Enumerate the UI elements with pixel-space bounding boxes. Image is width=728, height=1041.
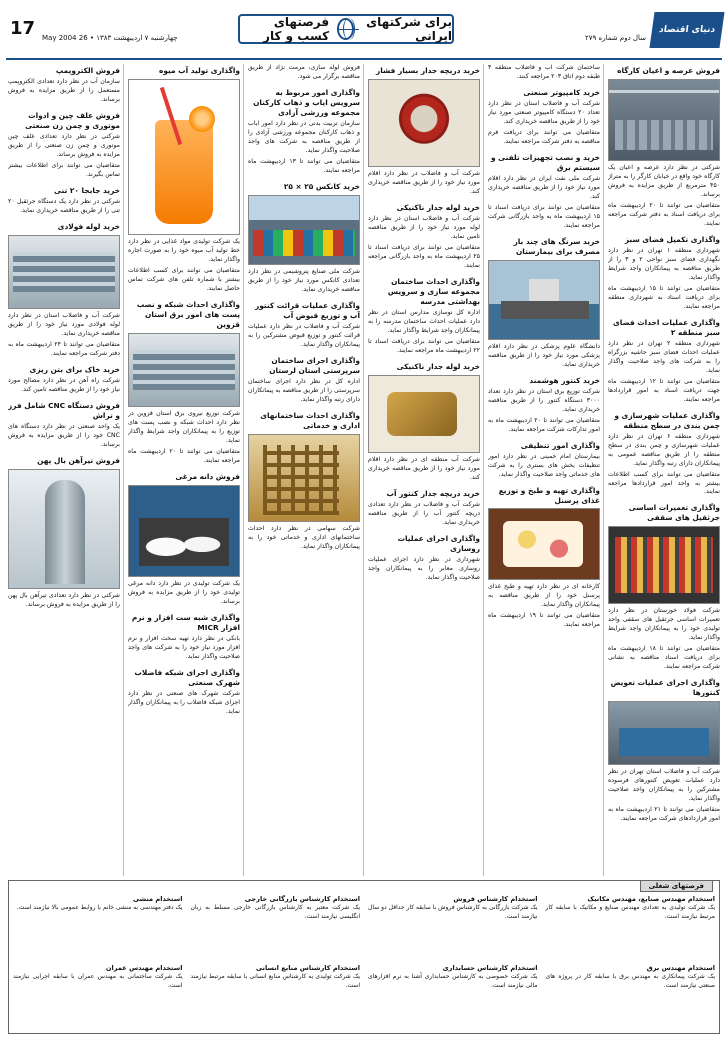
- article-headline: فروش دانه مرغی: [175, 471, 240, 481]
- article-headline: واگذاری احداث شبکه و نصب پست های امور برق استان قزوین: [136, 299, 240, 329]
- article: [488, 64, 600, 82]
- article-paragraph: شهرداری منطقه ۶ تهران در نظر دارد عملیات شهرسازی و چمن بندی در سطح منطقه را از طریق مناقصه عمومی به پیمانکاران دارای رتبه واگذار نماید.: [608, 432, 720, 467]
- article: [8, 186, 120, 216]
- job-ad-text: یک شرکت خصوصی به کارشناس حسابداری آشنا به نرم افزارهای مالی نیازمند است.: [368, 973, 538, 989]
- article-paragraph: شرکت فولاد خوزستان در نظر دارد تعمیرات اساسی جرثقیل های سقفی واحد تولیدی خود را به پیمانکاران واجد شرایط واگذار نماید.: [608, 607, 720, 642]
- article: [8, 401, 120, 450]
- article-paragraph: دانشگاه علوم پزشکی در نظر دارد اقلام پزشکی مورد نیاز خود را از طریق مناقصه خریداری نماید.: [488, 342, 600, 368]
- job-ad: [13, 895, 183, 960]
- newspaper-logo: دنیای اقتصاد: [649, 12, 724, 48]
- article: [488, 237, 600, 370]
- column-divider: [603, 64, 604, 876]
- article-headline: فروش دستگاه CNC شامل فرز و تراش: [8, 400, 120, 420]
- article-paragraph: شرکت توزیع نیروی برق استان قزوین در نظر دارد احداث شبکه و نصب پست های توزیع را به پیمانکاران واجد شرایط واگذار نماید.: [128, 409, 240, 444]
- column-2: [488, 64, 600, 876]
- article-headline: واگذاری احداث ساختمانهای اداری و خدماتی: [260, 410, 360, 430]
- article-paragraph: فروش لوله سازی، مرمت نژاد از طریق مناقصه برگزار می شود.: [248, 64, 360, 80]
- job-ad-text: یک شرکت تولیدی به تعدادی مهندس صنایع و مکانیک با سابقه کار مرتبط نیازمند است.: [545, 904, 715, 920]
- job-ad-title: استخدام منشی: [132, 895, 183, 903]
- job-ad-title: استخدام مهندس برق: [646, 964, 715, 972]
- article-headline: خرید دریچه جدار بسیار فشار: [375, 66, 480, 75]
- article: [608, 318, 720, 405]
- column-1: [608, 64, 720, 876]
- article-paragraph: متقاضیان می توانند تا ۱۹ اردیبهشت ماه مراجعه نمایند.: [488, 612, 600, 629]
- article-paragraph: شهرداری منطقه ۱ تهران در نظر دارد نگهداری فضای سبز نواحی ۲ و ۳ را از طریق مناقصه به پیمانکاران واجد شرایط واگذار نماید.: [608, 246, 720, 281]
- column-divider: [243, 64, 244, 876]
- article: [488, 88, 600, 147]
- article-headline: واگذاری تهیه و طبخ و توزیع غذای پرسنل: [498, 485, 600, 505]
- article-photo: [608, 701, 720, 765]
- article-headline: واگذاری عملیات احداث فضای سبز منطقه ۲: [613, 317, 720, 337]
- job-ad-text: یک شرکت بازرگانی به کارشناس فروش با سابقه کار حداقل دو سال نیازمند است.: [368, 904, 538, 920]
- article: [8, 66, 120, 105]
- article-paragraph: متقاضیان می توانند تا ۱۳ اردیبهشت ماه مراجعه نمایند.: [248, 157, 360, 174]
- article-photo: [368, 79, 480, 167]
- article: [128, 300, 240, 466]
- article-paragraph: متقاضیان می توانند تا ۲۰ اردیبهشت ماه مراجعه نمایند.: [128, 447, 240, 464]
- column-divider: [123, 64, 124, 876]
- article-paragraph: سازمان تربیت بدنی در نظر دارد امور ایاب و ذهاب کارکنان مجموعه ورزشی آزادی را از طریق مناقصه به شرکت های واجد صلاحیت واگذار نماید.: [248, 119, 360, 154]
- article: [248, 301, 360, 350]
- article: [608, 66, 720, 229]
- globe-icon: [337, 18, 354, 40]
- article: [248, 411, 360, 552]
- article-photo: [248, 434, 360, 522]
- section-title: [238, 14, 454, 44]
- article-paragraph: بانکی در نظر دارد تهیه سخت افزار و نرم افزار مورد نیاز خود را به شرکت های واجد صلاحیت واگذار نماید.: [128, 634, 240, 660]
- article-paragraph: شرکت آب و فاضلاب در نظر دارد اقلام مورد نیاز خود را از طریق مناقصه خریداری کند.: [368, 169, 480, 195]
- article: [8, 365, 120, 395]
- job-ad: [368, 964, 538, 1029]
- article-paragraph: متقاضیان می توانند تا ۲۱ اردیبهشت ماه به امور قراردادهای شرکت مراجعه نمایند.: [608, 806, 720, 823]
- article-paragraph: شرکتی در نظر دارد عرصه و اعیان یک کارگاه خود واقع در خیابان کارگر را به متراژ ۴۵۰ مترمربع از طریق مزایده به فروش برساند.: [608, 163, 720, 198]
- article: [368, 203, 480, 271]
- orange-shape: [189, 106, 215, 132]
- article-paragraph: شرکت آب و فاضلاب استان تهران در نظر دارد عملیات تعویض کنتورهای فرسوده مشترکین را به پیمانکاران واجد صلاحیت واگذار نماید.: [608, 768, 720, 803]
- job-ad-text: یک دفتر مهندسی به منشی خانم با روابط عمومی بالا نیازمند است.: [16, 904, 183, 912]
- article-paragraph: شرکت توزیع برق استان در نظر دارد تعداد ۳۰۰۰ دستگاه کنتور را از طریق مناقصه خریداری نماید.: [488, 387, 600, 413]
- article-paragraph: یک واحد صنعتی در نظر دارد دستگاه های CNC خود را از طریق مزایده به فروش برساند.: [8, 422, 120, 448]
- article: [128, 668, 240, 717]
- section-title-main: فرصتهای کسب و کار: [263, 15, 330, 43]
- article-photo: [368, 375, 480, 453]
- job-ad: [191, 895, 361, 960]
- article-photo: [608, 79, 720, 161]
- article-photo: [248, 195, 360, 265]
- article-paragraph: اداره کل نوسازی مدارس استان در نظر دارد عملیات احداث ساختمان مدرسه را به پیمانکاران واجد شرایط واگذار نماید.: [368, 308, 480, 334]
- article-paragraph: متقاضیان می توانند تا ۱۵ اردیبهشت ماه برای دریافت اسناد به شهرداری منطقه مراجعه نمایند.: [608, 284, 720, 310]
- article-headline: خرید لوله جدار ناکنیکی: [396, 361, 480, 371]
- article-paragraph: متقاضیان می توانند برای دریافت فرم مناقصه به دفتر شرکت مراجعه نمایند.: [488, 128, 600, 145]
- section-title-sub: برای شرکتهای ایرانی: [366, 15, 452, 43]
- article: [488, 153, 600, 231]
- article: [488, 376, 600, 435]
- article-paragraph: شرکت آب و فاضلاب استان در نظر دارد لوله مورد نیاز خود را از طریق مناقصه تامین نماید.: [368, 214, 480, 240]
- article-headline: فروش تیرآهن بال پهن: [37, 455, 120, 465]
- article-paragraph: یک شرکت تولیدی مواد غذایی در نظر دارد خط تولید آب میوه خود را به صورت اجاره واگذار نماید.: [128, 237, 240, 263]
- article: [608, 503, 720, 672]
- article: [368, 534, 480, 583]
- article-headline: واگذاری تکمیل فضای سبز: [624, 234, 720, 244]
- job-ad-title: استخدام کارشناس منابع انسانی: [255, 964, 360, 972]
- article-headline: واگذاری اجرای عملیات روسازی: [397, 533, 480, 553]
- page-number: 17: [10, 18, 36, 39]
- article-headline: فروش عرصه و اعیان کارگاه: [617, 66, 720, 75]
- article-headline: خرید لوله جدار ناکنیکی: [396, 202, 480, 212]
- article-paragraph: شرکت راه آهن در نظر دارد مصالح مورد نیاز خود را از طریق مناقصه تامین کند.: [8, 376, 120, 393]
- article: [488, 441, 600, 480]
- article: [608, 411, 720, 498]
- article-photo: [488, 260, 600, 340]
- article-headline: فروش الکتروپمپ: [55, 66, 120, 75]
- article-headline: خرید کامپیوتر صنعتی: [523, 87, 600, 97]
- article-paragraph: شرکت آب و فاضلاب در نظر دارد تعدادی دریچه کنتور آب را از طریق مناقصه خریداری نماید.: [368, 500, 480, 526]
- column-divider: [483, 64, 484, 876]
- article-photo: [128, 485, 240, 577]
- article: [248, 356, 360, 405]
- article-headline: خرید لوله فولادی: [57, 221, 120, 231]
- job-ad: [191, 964, 361, 1029]
- column-divider: [363, 64, 364, 876]
- article-headline: واگذاری تعمیرات اساسی جرثقیل های سقفی: [628, 503, 720, 523]
- article-paragraph: شرکتی در نظر دارد تعدادی تیرآهن بال پهن را از طریق مزایده به فروش برساند.: [8, 591, 120, 608]
- article-paragraph: شرکت سهامی در نظر دارد احداث ساختمانهای اداری و خدماتی خود را به پیمانکاران واگذار نماید.: [248, 524, 360, 550]
- article-headline: واگذاری تولید آب میوه: [159, 66, 240, 75]
- article-paragraph: شرکت ملی صنایع پتروشیمی در نظر دارد تعدادی کانکس مورد نیاز خود را از طریق مناقصه خریداری نماید.: [248, 267, 360, 293]
- job-ad-title: استخدام کارشناس حسابداری: [442, 964, 538, 972]
- article-paragraph: شرکت آب و فاضلاب استان در نظر دارد تعداد ۲۰ دستگاه کامپیوتر صنعتی مورد نیاز خود را از طریق مناقصه خریداری کند.: [488, 99, 600, 125]
- job-ad-title: استخدام کارشناس بازرگانی خارجی: [244, 895, 360, 903]
- job-ad-title: استخدام کارشناس فروش: [453, 895, 538, 903]
- column-3: [368, 64, 480, 876]
- article-paragraph: شرکت آب و فاضلاب در نظر دارد عملیات قرائت کنتور و توزیع قبوض مشترکین را به پیمانکاران واگذار نماید.: [248, 322, 360, 348]
- article-paragraph: متقاضیان می توانند برای دریافت اسناد تا ۲۲ اردیبهشت ماه مراجعه نمایند.: [368, 337, 480, 354]
- article-paragraph: شرکتی در نظر دارد تعدادی علف چین موتوری و چمن زن صنعتی را از طریق مزایده به فروش برساند.: [8, 132, 120, 158]
- job-ad: [368, 895, 538, 960]
- header-rule: [6, 58, 722, 60]
- article-paragraph: شهرداری منطقه ۲ تهران در نظر دارد عملیات احداث فضای سبز حاشیه بزرگراه را به شرکت های واجد صلاحیت واگذار نماید.: [608, 339, 720, 374]
- article-photo: [488, 508, 600, 580]
- article: [128, 472, 240, 607]
- article-paragraph: متقاضیان می توانند تا ۲۰ اردیبهشت ماه برای دریافت اسناد به دفتر شرکت مراجعه نمایند.: [608, 201, 720, 227]
- article-headline: فروش علف چین و ادوات موتوری و چمن زن صنعتی: [25, 110, 120, 130]
- article-paragraph: اداره کل در نظر دارد اجرای ساختمان سرپرستی را از طریق مناقصه به پیمانکاران دارای رتبه واگذار نماید.: [248, 377, 360, 403]
- job-ad: [13, 964, 183, 1029]
- article-paragraph: شرکتی در نظر دارد یک دستگاه جرثقیل ۲۰ تنی را از طریق مناقصه خریداری نماید.: [8, 197, 120, 214]
- article: [368, 362, 480, 483]
- article: [608, 678, 720, 824]
- article-headline: واگذاری احداث ساختمان مجموعه سازی و سرویس بهداشتی مدرسه: [387, 276, 480, 306]
- article-headline: واگذاری اجرای عملیات تعویض کنتورها: [610, 678, 720, 698]
- article-paragraph: ساختمان شرکت آب و فاضلاب منطقه ۴ طبقه دوم اتاق ۲۰۳ مراجعه کنند.: [488, 64, 600, 80]
- article: [248, 182, 360, 295]
- job-ad-title: استخدام مهندس عمران: [105, 964, 183, 972]
- article: [368, 66, 480, 197]
- article-headline: واگذاری شبه ست افزار و نرم افزار MICR: [131, 612, 240, 632]
- article: [128, 613, 240, 662]
- article-headline: خرید جابجا ۲۰ تنی: [54, 185, 120, 195]
- article-paragraph: متقاضیان می توانند برای دریافت اسناد تا ۱۵ اردیبهشت ماه به واحد بازرگانی شرکت مراجعه نمایند.: [488, 203, 600, 229]
- article-headline: خرید خاک برای بتن ریزی: [29, 364, 120, 374]
- article-headline: خرید کانکس ۲۵ × ۲۵: [283, 181, 360, 191]
- article: [368, 489, 480, 528]
- issue-line: سال دوم شماره ۲۷۹: [585, 34, 646, 42]
- article: [248, 64, 360, 82]
- job-ad-text: یک شرکت پیمانکاری به مهندس برق با سابقه کار در پروژه های صنعتی نیازمند است.: [545, 973, 715, 989]
- glass-shape: [155, 120, 213, 224]
- article-paragraph: بیمارستان امام خمینی در نظر دارد امور تنظیفات بخش های بستری را به شرکت های خدماتی واجد صلاحیت واگذار نماید.: [488, 452, 600, 478]
- job-ad-title: استخدام مهندس صنایع، مهندس مکانیک: [587, 895, 715, 903]
- article-paragraph: کارخانه ای در نظر دارد تهیه و طبخ غذای پرسنل خود را از طریق مناقصه به پیمانکاران واگذار نماید.: [488, 583, 600, 609]
- article-headline: واگذاری عملیات شهرسازی و چمن بندی در سطح منطقه: [614, 410, 720, 430]
- article-photo: [128, 333, 240, 407]
- article-paragraph: شرکت ملی نفت ایران در نظر دارد اقلام مورد نیاز خود را از طریق مناقصه خریداری کند.: [488, 174, 600, 200]
- job-ad-text: یک شرکت تولیدی به کارشناس منابع انسانی با سابقه مرتبط نیازمند است.: [190, 973, 360, 989]
- article-headline: واگذاری امور تنظیفی: [520, 440, 600, 450]
- article-paragraph: متقاضیان می توانند تا ۲۴ اردیبهشت ماه به دفتر شرکت مراجعه نمایند.: [8, 340, 120, 357]
- article-headline: واگذاری اجرای ساختمان سرپرستی استان لرستان: [269, 355, 360, 375]
- article-paragraph: سازمان آب در نظر دارد تعدادی الکتروپمپ مستعمل را از طریق مزایده به فروش برساند.: [8, 77, 120, 103]
- article: [608, 235, 720, 312]
- article: [8, 111, 120, 180]
- article-paragraph: متقاضیان می توانند برای دریافت اسناد تا ۲۵ اردیبهشت ماه به واحد بازرگانی مراجعه نمایند.: [368, 243, 480, 269]
- column-4: [248, 64, 360, 876]
- article-columns: [8, 64, 720, 876]
- article-photo: [608, 526, 720, 604]
- article: [8, 456, 120, 610]
- article-paragraph: یک شرکت تولیدی در نظر دارد دانه مرغی تولیدی خود را از طریق مزایده به فروش برساند.: [128, 579, 240, 605]
- article-paragraph: متقاضیان می توانند تا ۱۲ اردیبهشت ماه جهت دریافت اسناد به امور قراردادها مراجعه نمایند.: [608, 377, 720, 403]
- article-paragraph: متقاضیان می توانند برای اطلاعات بیشتر تماس بگیرند.: [8, 161, 120, 178]
- article-paragraph: شرکت شهرک های صنعتی در نظر دارد اجرای شبکه فاضلاب را به پیمانکاران واگذار نماید.: [128, 689, 240, 715]
- article-headline: خرید کنتور هوشمند: [529, 375, 600, 385]
- article-photo: [8, 469, 120, 589]
- date-line: چهارشنبه ۷ اردیبهشت ۱۳۸۳ • 26 May 2004: [42, 34, 178, 42]
- article: [488, 486, 600, 631]
- article-photo: [128, 79, 240, 235]
- article-paragraph: متقاضیان می توانند برای کسب اطلاعات بیشتر با شماره تلفن های شرکت تماس حاصل نمایند.: [128, 266, 240, 292]
- article-headline: خرید سرنگ های چند بار مصرف برای بیمارستان: [513, 236, 600, 256]
- article: [248, 88, 360, 176]
- article-paragraph: متقاضیان می توانند تا ۱۸ اردیبهشت ماه برای دریافت اسناد مناقصه به نشانی شرکت مراجعه نمایند.: [608, 645, 720, 671]
- classifieds-grid: [13, 895, 715, 1029]
- page-header: [6, 8, 722, 56]
- article-headline: خرید دریچه جدار کنتور آب: [386, 488, 480, 498]
- job-ad: [546, 895, 716, 960]
- article-paragraph: شهرداری در نظر دارد اجرای عملیات روسازی معابر را به پیمانکاران واجد صلاحیت واگذار نماید.: [368, 555, 480, 581]
- article-headline: خرید و نصب تجهیزات تلفنی و سیستم برق: [490, 152, 600, 172]
- article-paragraph: متقاضیان می توانند برای کسب اطلاعات بیشتر به واحد امور قراردادها مراجعه نمایند.: [608, 470, 720, 496]
- job-classifieds: [8, 880, 720, 1034]
- article-paragraph: متقاضیان می توانند تا ۲۰ اردیبهشت ماه به امور تدارکات شرکت مراجعه نمایند.: [488, 416, 600, 433]
- article-paragraph: شرکت آب و فاضلاب استان در نظر دارد لوله فولادی مورد نیاز خود را از طریق مناقصه خریداری نماید.: [8, 311, 120, 337]
- article: [128, 66, 240, 294]
- article: [8, 222, 120, 359]
- article-headline: واگذاری امور مربوط به سرویس ایاب و ذهاب کارکنان مجموعه ورزشی آزادی: [253, 87, 360, 117]
- column-6: [8, 64, 120, 876]
- article-headline: واگذاری اجرای شبکه فاضلاب شهرک صنعتی: [134, 667, 240, 687]
- article-photo: [8, 235, 120, 309]
- job-ad: [546, 964, 716, 1029]
- article-headline: واگذاری عملیات قرائت کنتور آب و توزیع قبوض آب: [254, 300, 360, 320]
- job-ad-text: یک شرکت معتبر به کارشناس بازرگانی خارجی مسلط به زبان انگلیسی نیازمند است.: [190, 904, 360, 920]
- job-ad-text: یک شرکت ساختمانی به مهندس عمران با سابقه اجرایی نیازمند است.: [13, 973, 183, 989]
- column-5: [128, 64, 240, 876]
- classifieds-title: فرصتهای شغلی: [640, 880, 713, 892]
- article-paragraph: شرکت آب منطقه ای در نظر دارد اقلام مورد نیاز خود را از طریق مناقصه خریداری کند.: [368, 455, 480, 481]
- article: [368, 277, 480, 356]
